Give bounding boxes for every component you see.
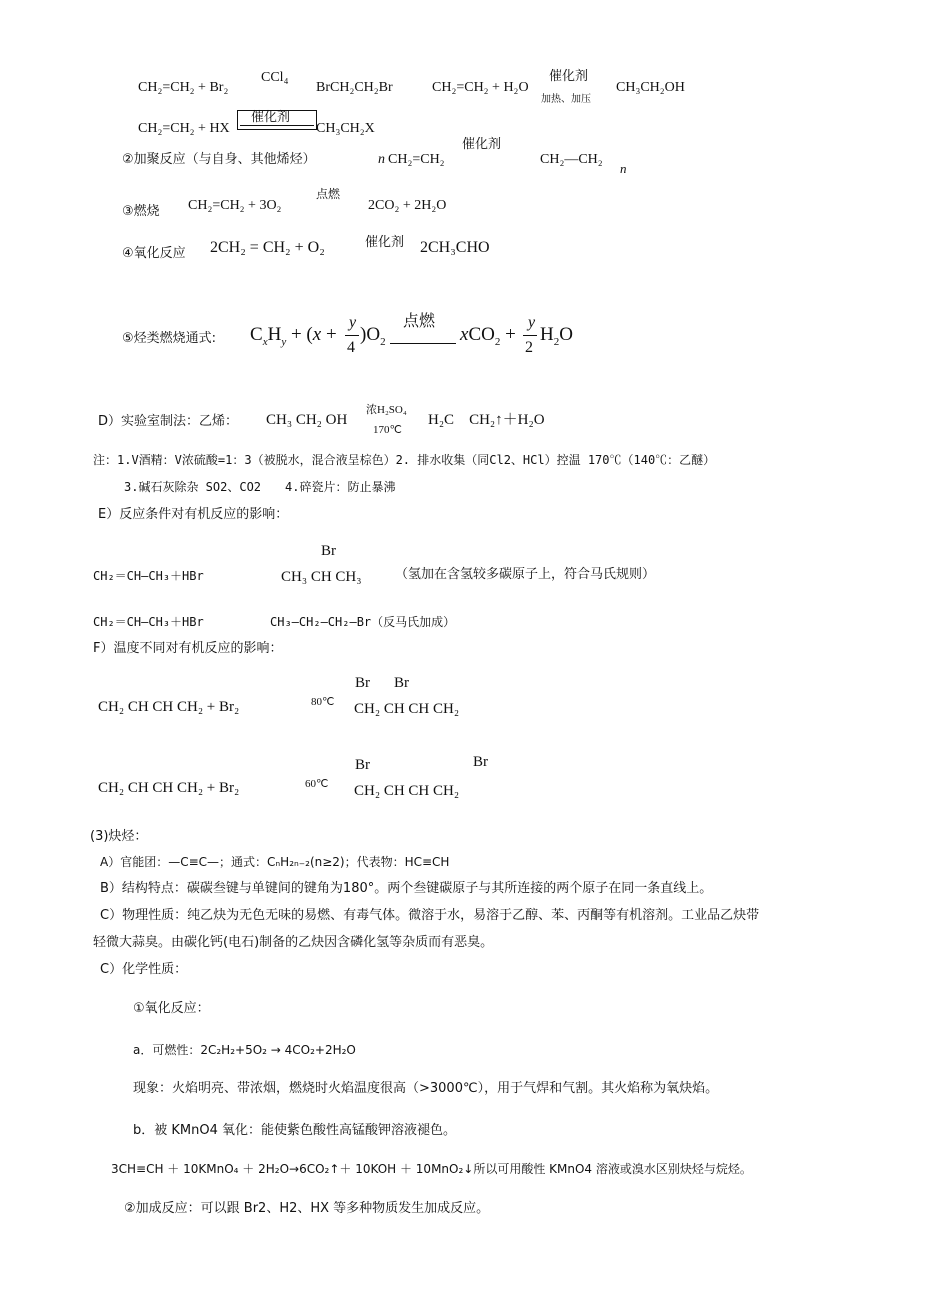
general-combustion-label: ⑤烃类燃烧通式: <box>122 331 217 346</box>
butadiene-1: CH₂ CH CH CH₂ + Br₂ <box>98 699 240 715</box>
polymerization-label: ②加聚反应（与自身、其他烯烃） <box>122 152 316 167</box>
combustion-label: ③燃烧 <box>122 204 160 219</box>
ignite-condition: 点燃 <box>316 187 341 201</box>
water-term: $H_2O$ <box>540 324 573 348</box>
hydration-reactants: CH₂=CH₂ + H₂O <box>432 80 529 95</box>
markovnikov-br: Br <box>321 543 336 559</box>
anti-markovnikov-product: CH₃—CH₂—CH₂—Br（反马氏加成） <box>270 615 456 629</box>
conc-h2so4: 浓H₂SO₄ <box>366 404 407 416</box>
note-line-2: 3.碱石灰除杂 SO2、CO2 4.碎瓷片：防止暴沸 <box>124 480 396 494</box>
fraction-bar-2 <box>523 335 537 336</box>
1-4-addition-product: CH₂ CH CH CH₂ <box>354 783 460 799</box>
oxidation-title: ①氧化反应： <box>133 1001 210 1016</box>
temp-170: 170℃ <box>373 424 402 436</box>
oxidation-catalyst: 催化剂 <box>365 235 405 250</box>
frac-4-bottom: 4 <box>347 339 355 356</box>
br-2a: Br <box>355 757 370 773</box>
n-coefficient: n <box>378 152 385 167</box>
propene-hbr-2: CH₂＝CH—CH₃＋HBr <box>93 615 204 629</box>
structure-line: B）结构特点：碳碳叁键与单键间的键角为180°。两个叁键碳原子与其所连接的两个原子在同一条直线上。 <box>100 881 713 896</box>
br-1b: Br <box>394 675 409 691</box>
functional-group-line: A）官能团：—C≡C—；通式：CₙH₂ₙ₋₂(n≥2)；代表物：HC≡CH <box>100 855 450 869</box>
lab-prep-label: D）实验室制法：乙烯： <box>98 414 239 429</box>
combustion-products: 2CO₂ + 2H₂O <box>368 198 447 213</box>
section-f-title: F）温度不同对有机反应的影响： <box>93 641 283 656</box>
hx-catalyst: 催化剂 <box>251 110 291 125</box>
temp-80: 80℃ <box>311 696 335 708</box>
propene-hbr-1: CH₂＝CH—CH₃＋HBr <box>93 569 204 583</box>
hx-addition-reactants: CH₂=CH₂ + HX <box>138 121 230 136</box>
general-ignite: 点燃 <box>403 311 436 330</box>
addition-line: ②加成反应：可以跟 Br2、H2、HX 等多种物质发生加成反应。 <box>124 1201 490 1216</box>
markovnikov-note: （氢加在含氢较多碳原子上，符合马氏规则） <box>395 567 656 582</box>
ethanol: CH₃ CH₂ OH <box>266 412 348 428</box>
kmno4-line: b．被 KMnO4 氧化：能使紫色酸性高锰酸钾溶液褪色。 <box>133 1123 457 1138</box>
hydration-product: CH₃CH₂OH <box>616 80 685 95</box>
physical-property-line-1: C）物理性质：纯乙炔为无色无味的易燃、有毒气体。微溶于水，易溶于乙醇、苯、丙酮等有机溶剂。工业品乙炔带 <box>100 908 760 923</box>
polyethylene-unit: CH₂—CH₂ <box>540 152 603 167</box>
oxidation-label: ④氧化反应 <box>122 246 186 261</box>
co2-term: xCO$_2$ + <box>460 324 516 348</box>
cxhy-formula: $C_xH_y + (x$ + <box>250 324 337 348</box>
poly-catalyst: 催化剂 <box>462 137 502 152</box>
acetaldehyde: 2CH₃CHO <box>420 239 490 256</box>
oxygen-term: )$O_2$ <box>360 324 386 348</box>
2-bromopropane: CH₃ CH CH₃ <box>281 569 362 585</box>
hydration-condition: 加热、加压 <box>541 94 591 105</box>
section-e-title: E）反应条件对有机反应的影响： <box>98 507 289 522</box>
fraction-bar <box>345 335 359 336</box>
frac-2-bottom: 2 <box>525 339 533 356</box>
butadiene-2: CH₂ CH CH CH₂ + Br₂ <box>98 780 240 796</box>
alkyne-title: (3)炔烃： <box>90 829 148 844</box>
n-subscript: n <box>620 161 627 176</box>
temp-60: 60℃ <box>305 778 329 790</box>
hydration-catalyst: 催化剂 <box>549 69 589 84</box>
kmno4-equation: 3CH≡CH ＋ 10KMnO₄ ＋ 2H₂O→6CO₂↑＋ 10KOH ＋ 10MnO₂↓所以可用酸性 KMnO4 溶液或溴水区别炔烃与烷烃。 <box>111 1162 752 1176</box>
1-2-addition-product: CH₂ CH CH CH₂ <box>354 701 460 717</box>
bromine-addition-product: BrCH₂CH₂Br <box>316 80 393 95</box>
physical-property-line-2: 轻微大蒜臭。由碳化钙(电石)制备的乙炔因含磷化氢等杂质而有恶臭。 <box>93 935 494 950</box>
frac-y-top: y <box>349 314 357 331</box>
combustion-reactants: CH₂=CH₂ + 3O₂ <box>188 198 282 213</box>
bromine-addition-reactants: CH₂=CH₂ + Br₂ <box>138 80 229 95</box>
ccl4-condition: CCl₄ <box>261 70 289 85</box>
ethylene: CH₂=CH₂ <box>388 152 445 167</box>
br-1a: Br <box>355 675 370 691</box>
frac-y-top-2: y <box>528 314 536 331</box>
chemical-property-title: C）化学性质： <box>100 962 188 977</box>
reaction-arrow <box>240 125 314 126</box>
general-arrow <box>390 343 456 344</box>
hx-addition-product: CH₃CH₂X <box>316 121 375 136</box>
ethylene-product: H₂C CH₂↑＋H₂O <box>428 412 545 428</box>
br-2b: Br <box>473 754 488 770</box>
note-line-1: 注：1.V酒精：V浓硫酸=1：3（被脱水，混合液呈棕色）2. 排水收集（同Cl2、HCl）控温 170℃（140℃：乙醚） <box>93 453 716 467</box>
phenomenon-line: 现象：火焰明亮、带浓烟，燃烧时火焰温度很高（>3000℃），用于气焊和气割。其火焰称为氧炔焰。 <box>133 1081 719 1096</box>
combustibility-line: a．可燃性：2C₂H₂+5O₂ → 4CO₂+2H₂O <box>133 1043 356 1057</box>
oxidation-reactants: 2CH₂ = CH₂ + O₂ <box>210 239 325 256</box>
